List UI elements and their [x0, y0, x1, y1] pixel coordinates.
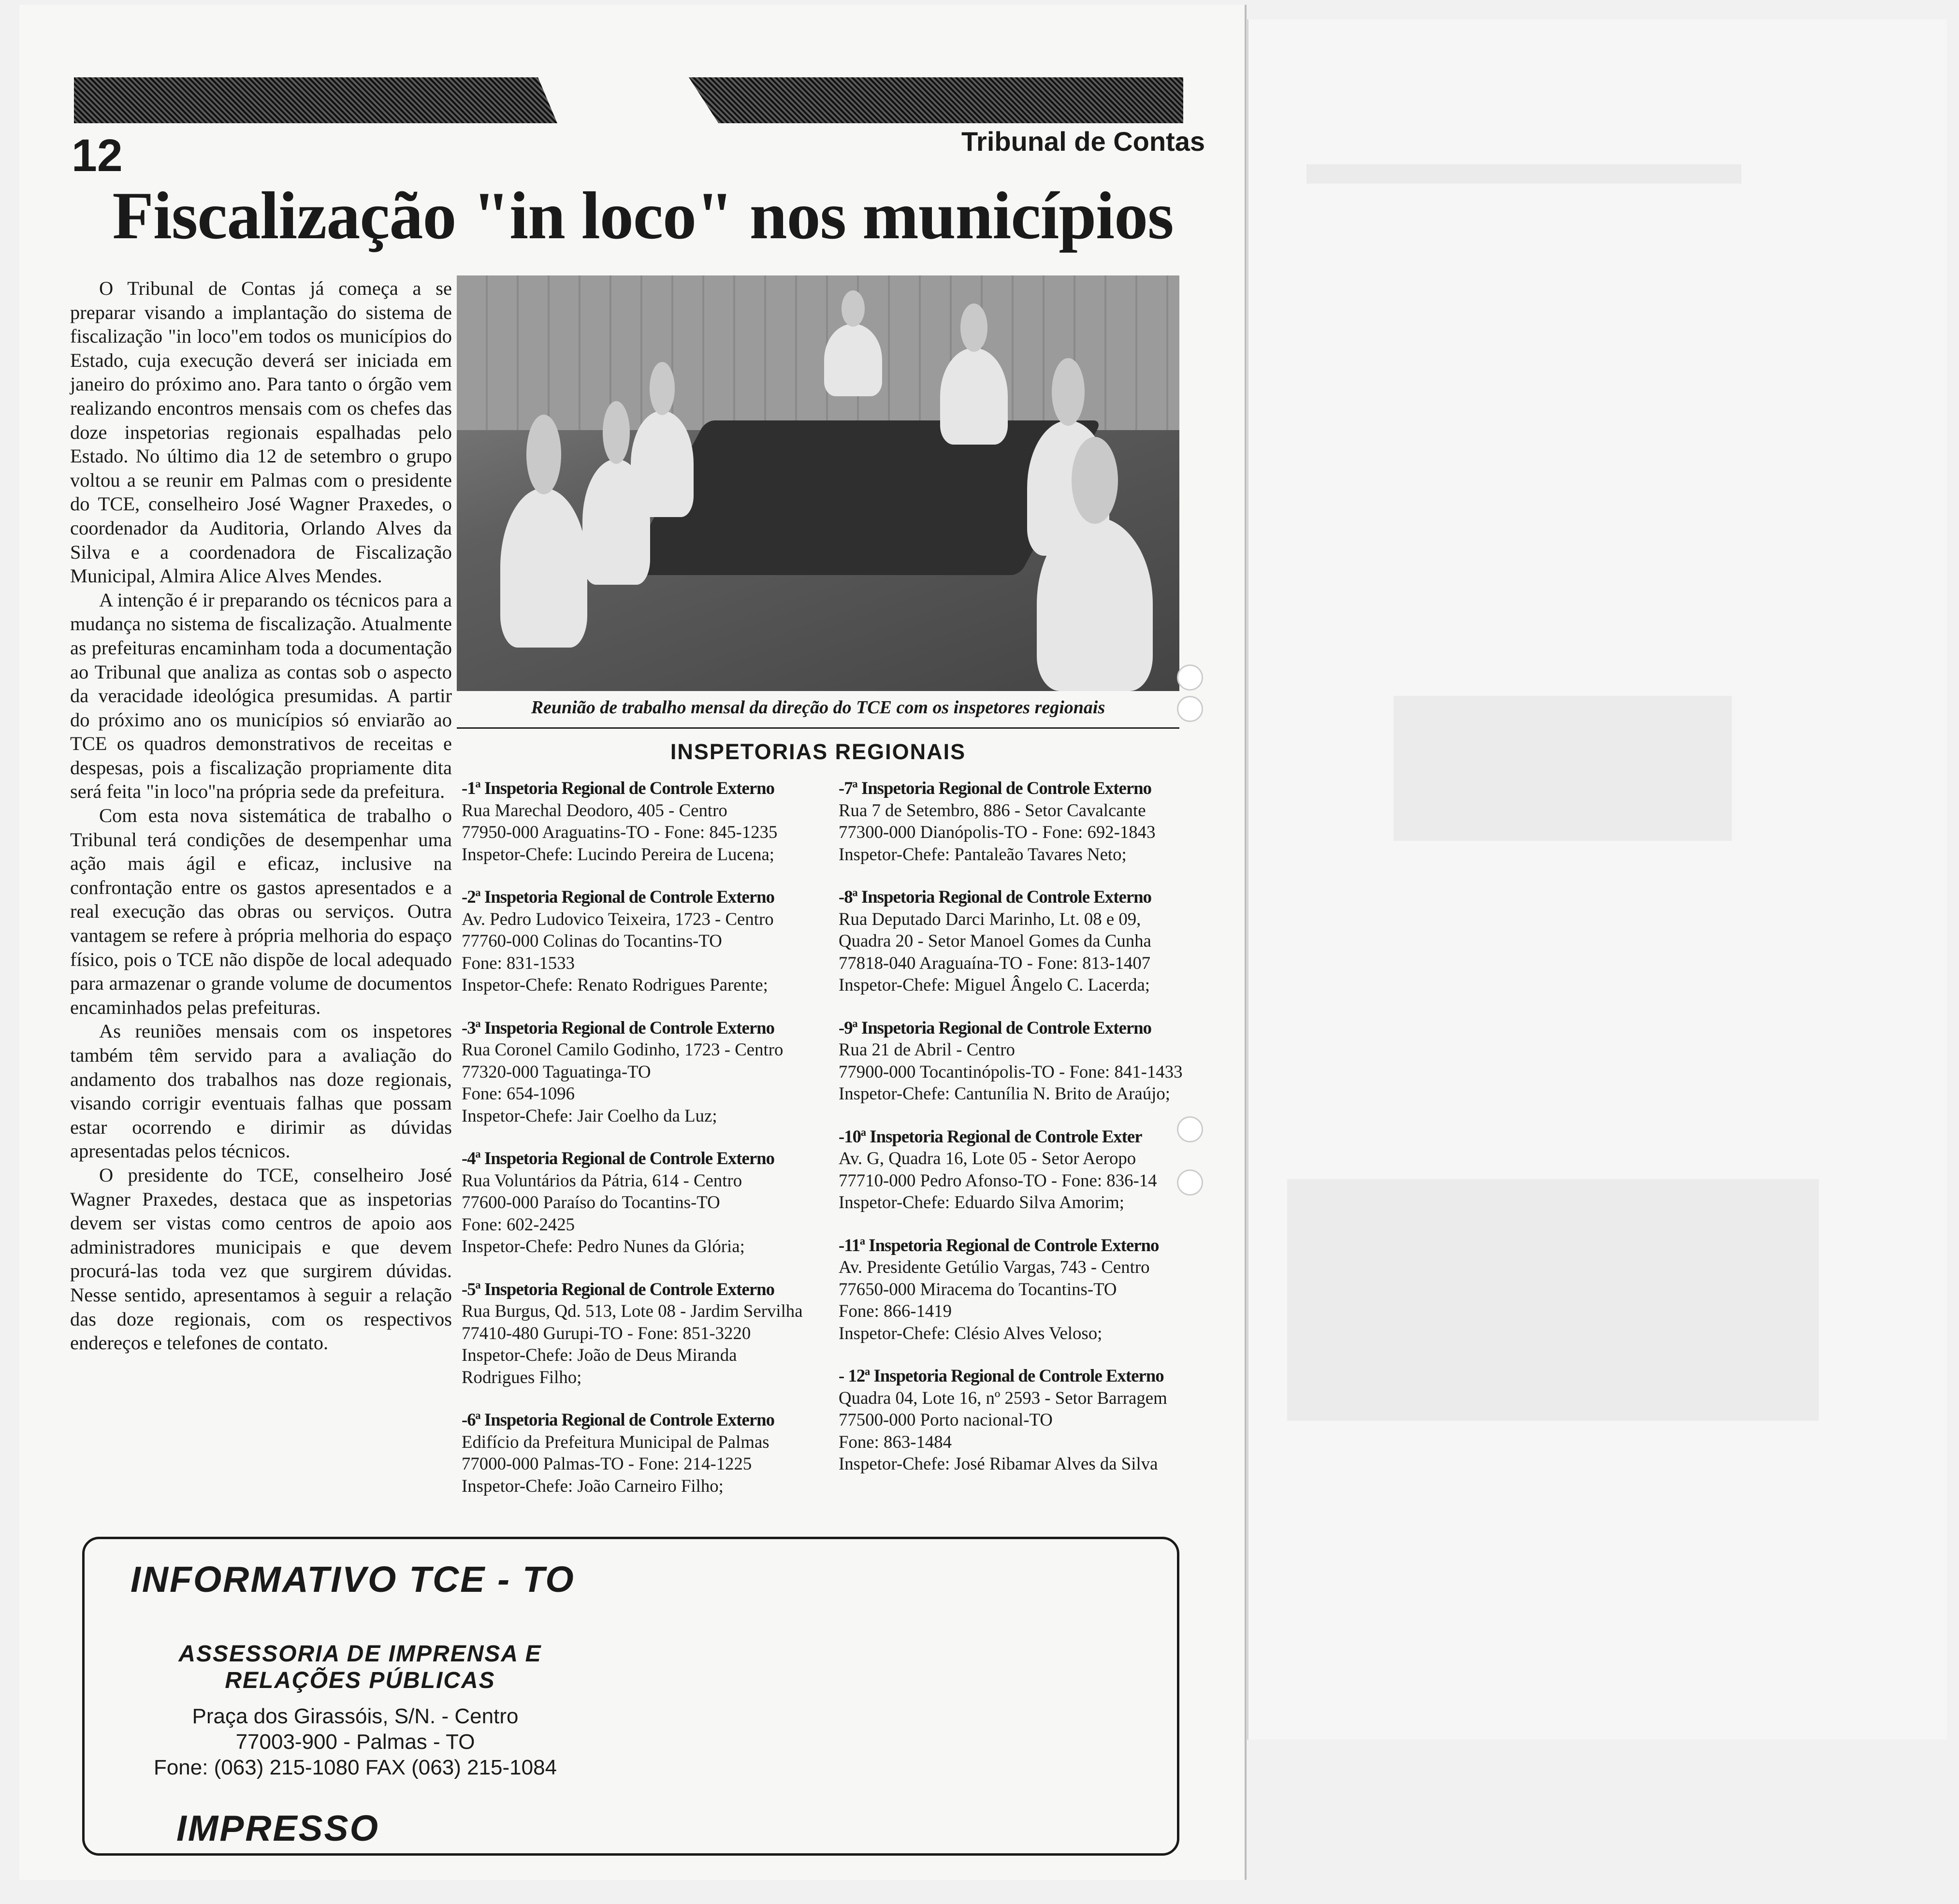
organization-line: RELAÇÕES PÚBLICAS	[225, 1668, 495, 1693]
address-line: 77003-900 - Palmas - TO	[235, 1730, 475, 1754]
inspetoria-line: Inspetor-Chefe: Renato Rodrigues Parente;	[462, 975, 768, 995]
inspetoria-name: - 12ª Inspetoria Regional de Controle Externo	[839, 1366, 1164, 1385]
article-paragraph: Com esta nova sistemática de trabalho o Tribunal terá condições de desempenhar uma ação mais ágil e eficaz, inclusive na confrontação entre os gastos apresentados e a real execução das obras ou serviços. Outra vantagem se refere à própria melhoria do espaço físico, pois o TCE não dispõe de local adequado para armazenar o grande volume de documentos encaminhados pelas prefeituras.	[70, 805, 452, 1018]
inspetoria-line: Av. G, Quadra 16, Lote 05 - Setor Aeropo	[839, 1148, 1136, 1168]
inspetoria-line: Fone: 863-1484	[839, 1431, 952, 1452]
inspetoria-entry	[462, 1147, 819, 1257]
inspetoria-line: Fone: 654-1096	[462, 1083, 575, 1103]
photo-person	[500, 488, 587, 648]
inspetoria-line: Rua Burgus, Qd. 513, Lote 08 - Jardim Servilha	[462, 1301, 803, 1321]
inspetoria-entry	[462, 886, 819, 996]
inspetoria-name: -11ª Inspetoria Regional de Controle Externo	[839, 1235, 1159, 1255]
photo-person	[631, 411, 694, 517]
inspetoria-line: Fone: 866-1419	[839, 1301, 952, 1321]
meeting-photo	[457, 275, 1179, 691]
inspetoria-line: 77900-000 Tocantinópolis-TO - Fone: 841-1433	[839, 1061, 1183, 1082]
info-box	[82, 1537, 1179, 1856]
photo-person	[1037, 517, 1153, 691]
inspetoria-line: Inspetor-Chefe: Pedro Nunes da Glória;	[462, 1236, 745, 1256]
inspetoria-line: 77500-000 Porto nacional-TO	[839, 1410, 1053, 1429]
bleed-through-mark	[1306, 164, 1741, 184]
inspetoria-line: Quadra 04, Lote 16, nº 2593 - Setor Barragem	[839, 1387, 1167, 1408]
inspetoria-line: Inspetor-Chefe: João de Deus Miranda	[462, 1345, 737, 1365]
inspetoria-line: 77320-000 Taguatinga-TO	[462, 1061, 651, 1082]
inspetoria-line: 77950-000 Araguatins-TO - Fone: 845-1235	[462, 822, 778, 842]
inspetoria-line: Quadra 20 - Setor Manoel Gomes da Cunha	[839, 931, 1151, 951]
article-paragraph: A intenção é ir preparando os técnicos para a mudança no sistema de fiscalização. Atualmente as prefeituras encaminham toda a documentação ao Tribunal que analiza as contas sob o aspecto da veracidade ideológica presumidas. A partir do próximo ano os municípios só enviarão ao TCE os quadros demonstrativos de receitas e despesas, pois a fiscalização propriamente dita será feita "in loco"na própria sede da prefeitura.	[70, 589, 452, 803]
organization-line: ASSESSORIA DE IMPRENSA E	[178, 1641, 542, 1667]
inspetoria-name: -2ª Inspetoria Regional de Controle Externo	[462, 887, 775, 907]
inspetoria-entry	[839, 1365, 1206, 1475]
headline: Fiscalização "in loco" nos municípios	[112, 178, 1174, 253]
info-box-organization	[147, 1641, 573, 1694]
inspetoria-name: -1ª Inspetoria Regional de Controle Externo	[462, 778, 775, 798]
inspetoria-name: -4ª Inspetoria Regional de Controle Externo	[462, 1148, 775, 1168]
inspetoria-line: Inspetor-Chefe: Cantunília N. Brito de Araújo;	[839, 1083, 1170, 1103]
inspetorias-column-1	[462, 777, 819, 1517]
article-body	[70, 276, 452, 1355]
inspetoria-line: Rua 21 de Abril - Centro	[839, 1039, 1015, 1059]
inspetorias-title: INSPETORIAS REGIONAIS	[670, 739, 966, 764]
inspetoria-line: 77300-000 Dianópolis-TO - Fone: 692-1843	[839, 822, 1156, 842]
address-line: Praça dos Girassóis, S/N. - Centro	[192, 1704, 519, 1728]
inspetoria-name: -8ª Inspetoria Regional de Controle Externo	[839, 887, 1152, 907]
inspetoria-entry	[462, 1409, 819, 1497]
inspetoria-entry	[462, 1017, 819, 1127]
photo-person	[940, 348, 1008, 445]
info-box-title: INFORMATIVO TCE - TO	[131, 1559, 575, 1600]
info-box-contact	[114, 1703, 597, 1780]
inspetoria-line: Inspetor-Chefe: José Ribamar Alves da Silva	[839, 1454, 1158, 1473]
inspetoria-entry	[839, 1125, 1206, 1213]
article-paragraph: O presidente do TCE, conselheiro José Wagner Praxedes, destaca que as inspetorias devem ser vistas como centros de apoio aos administradores municipais e que devem procurá-las toda vez que surgirem dúvidas. Nesse sentido, apresentamos à seguir a relação das doze regionais, com os respectivos endereços e telefones de contato.	[70, 1164, 452, 1354]
inspetoria-line: Inspetor-Chefe: Miguel Ângelo C. Lacerda;	[839, 975, 1150, 995]
inspetoria-line: Rua 7 de Setembro, 886 - Setor Cavalcante	[839, 800, 1146, 820]
phone-line: Fone: (063) 215-1080 FAX (063) 215-1084	[153, 1756, 557, 1779]
inspetoria-line: Inspetor-Chefe: Lucindo Pereira de Lucena;	[462, 844, 775, 864]
header-hatch-right	[689, 77, 1183, 123]
inspetoria-name: -5ª Inspetoria Regional de Controle Externo	[462, 1279, 775, 1299]
inspetoria-name: -9ª Inspetoria Regional de Controle Externo	[839, 1017, 1152, 1038]
inspetoria-line: Av. Presidente Getúlio Vargas, 743 - Centro	[839, 1257, 1150, 1277]
article-paragraph: O Tribunal de Contas já começa a se preparar visando a implantação do sistema de fiscalização "in loco"em todos os municípios do Estado, cuja execução deverá ser iniciada em janeiro do próximo ano. Para tanto o órgão vem realizando encontros mensais com os chefes das doze inspetorias regionais espalhadas pelo Estado. No último dia 12 de setembro o grupo voltou a se reunir em Palmas com o presidente do TCE, conselheiro José Wagner Praxedes, o coordenador da Auditoria, Orlando Alves da Silva e a coordenadora de Fiscalização Municipal, Almira Alice Alves Mendes.	[70, 277, 452, 587]
inspetoria-line: Rodrigues Filho;	[462, 1367, 582, 1387]
inspetoria-line: Inspetor-Chefe: Clésio Alves Veloso;	[839, 1323, 1103, 1343]
inspetoria-line: Av. Pedro Ludovico Teixeira, 1723 - Centro	[462, 909, 774, 929]
inspetorias-column-2	[839, 777, 1206, 1496]
caption-rule	[457, 727, 1179, 729]
inspetoria-entry	[839, 1017, 1206, 1105]
bleed-through-mark	[1287, 1179, 1819, 1421]
inspetoria-line: Inspetor-Chefe: Pantaleão Tavares Neto;	[839, 844, 1127, 864]
inspetoria-line: Edifício da Prefeitura Municipal de Palmas	[462, 1431, 769, 1452]
inspetoria-entry	[462, 777, 819, 865]
article-paragraph: As reuniões mensais com os inspetores também têm servido para a avaliação do andamento dos trabalhos nas doze regionais, visando corrigir eventuais falhas que possam estar ocorrendo e dirimir as dúvidas apresentadas pelos técnicos.	[70, 1020, 452, 1162]
bleed-through-mark	[1393, 696, 1732, 841]
inspetoria-line: 77410-480 Gurupi-TO - Fone: 851-3220	[462, 1323, 751, 1343]
back-sheet	[1247, 19, 1947, 1740]
header-hatch-left	[74, 77, 557, 123]
inspetoria-line: 77710-000 Pedro Afonso-TO - Fone: 836-14	[839, 1170, 1157, 1190]
inspetoria-line: Rua Voluntários da Pátria, 614 - Centro	[462, 1170, 742, 1190]
punch-hole	[1177, 696, 1203, 722]
inspetoria-line: Fone: 831-1533	[462, 952, 575, 973]
inspetoria-entry	[462, 1278, 819, 1388]
inspetoria-line: 77818-040 Araguaína-TO - Fone: 813-1407	[839, 952, 1151, 973]
inspetoria-line: Inspetor-Chefe: Jair Coelho da Luz;	[462, 1105, 717, 1125]
inspetoria-line: Inspetor-Chefe: João Carneiro Filho;	[462, 1475, 724, 1496]
punch-hole	[1177, 1169, 1203, 1196]
photo-person	[824, 324, 882, 396]
inspetoria-entry	[839, 1234, 1206, 1344]
inspetoria-line: Fone: 602-2425	[462, 1214, 575, 1234]
newspaper-page	[19, 5, 1247, 1880]
inspetoria-name: -6ª Inspetoria Regional de Controle Externo	[462, 1410, 775, 1429]
inspetoria-name: -10ª Inspetoria Regional de Controle Exter	[839, 1126, 1142, 1146]
inspetoria-name: -7ª Inspetoria Regional de Controle Externo	[839, 778, 1152, 798]
inspetoria-entry	[839, 886, 1206, 996]
inspetoria-line: Inspetor-Chefe: Eduardo Silva Amorim;	[839, 1192, 1124, 1212]
inspetoria-entry	[839, 777, 1206, 865]
inspetoria-line: Rua Deputado Darci Marinho, Lt. 08 e 09,	[839, 909, 1141, 929]
punch-hole	[1177, 664, 1203, 691]
inspetoria-line: 77600-000 Paraíso do Tocantins-TO	[462, 1192, 720, 1212]
inspetoria-line: 77650-000 Miracema do Tocantins-TO	[839, 1279, 1117, 1299]
photo-caption: Reunião de trabalho mensal da direção do TCE com os inspetores regionais	[531, 697, 1105, 718]
inspetoria-line: Rua Coronel Camilo Godinho, 1723 - Centro	[462, 1039, 784, 1059]
page-number: 12	[72, 130, 123, 181]
punch-hole	[1177, 1116, 1203, 1142]
info-box-footer: IMPRESSO	[176, 1808, 379, 1848]
inspetoria-line: Rua Marechal Deodoro, 405 - Centro	[462, 800, 727, 820]
inspetoria-line: 77000-000 Palmas-TO - Fone: 214-1225	[462, 1454, 752, 1473]
inspetoria-name: -3ª Inspetoria Regional de Controle Externo	[462, 1017, 775, 1038]
inspetoria-line: 77760-000 Colinas do Tocantins-TO	[462, 931, 722, 951]
section-title: Tribunal de Contas	[961, 126, 1205, 157]
